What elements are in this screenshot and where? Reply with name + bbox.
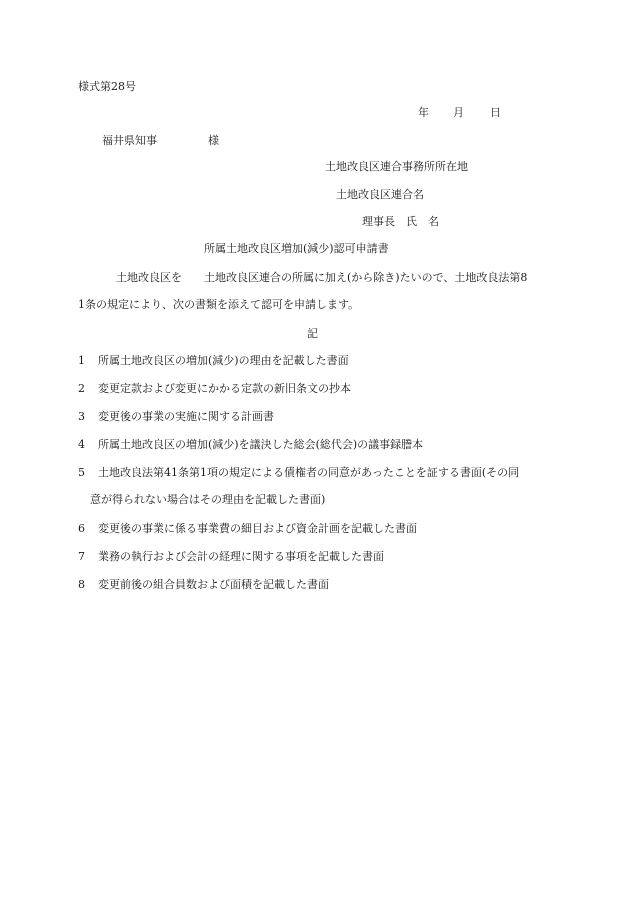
list-item-text: 変更前後の組合員数および面積を記載した書面 xyxy=(98,578,329,591)
list-item-text: 変更後の事業に係る事業費の細目および資金計画を記載した書面 xyxy=(98,522,417,535)
list-item-num: 2 xyxy=(78,382,85,395)
addressee-name: 福井県知事 xyxy=(102,134,157,147)
list-item-text: 変更後の事業の実施に関する計画書 xyxy=(98,410,274,423)
list-item-num: 5 xyxy=(78,466,85,479)
list-item-num: 7 xyxy=(78,550,85,563)
list-item-num: 1 xyxy=(78,354,85,367)
date-line xyxy=(418,106,501,120)
list-item-text: 変更定款および変更にかかる定款の新旧条文の抄本 xyxy=(98,382,351,395)
list-item-text: 所属土地改良区の増加(減少)の理由を記載した書面 xyxy=(98,354,349,367)
body-line-1: 土地改良区を 土地改良区連合の所属に加え(から除き)たいので、土地改良法第8 xyxy=(116,271,528,284)
applicant-address-label: 土地改良区連合事務所所在地 xyxy=(325,160,468,173)
applicant-name-label: 土地改良区連合名 xyxy=(336,188,424,201)
list-item-num: 6 xyxy=(78,522,85,535)
form-number: 様式第28号 xyxy=(78,80,136,93)
list-item-num: 8 xyxy=(78,578,85,591)
body-line-2: 1条の規定により、次の書類を添えて認可を申請します。 xyxy=(78,298,360,311)
list-item-continuation: 意が得られない場合はその理由を記載した書面) xyxy=(90,493,326,506)
applicant-representative-label: 理事長 氏 名 xyxy=(362,215,439,228)
ki-heading: 記 xyxy=(307,327,318,340)
document-title: 所属土地改良区増加(減少)認可申請書 xyxy=(204,242,389,255)
date-year: 年 xyxy=(418,106,429,119)
date-day: 日 xyxy=(490,106,501,119)
date-month: 月 xyxy=(453,106,464,119)
list-item-text: 業務の執行および会計の経理に関する事項を記載した書面 xyxy=(98,550,384,563)
list-item-text: 土地改良法第41条第1項の規定による債権者の同意があったことを証する書面(その同 xyxy=(98,466,520,479)
list-item-num: 3 xyxy=(78,410,85,423)
addressee-honorific: 様 xyxy=(208,134,219,147)
list-item-text: 所属土地改良区の増加(減少)を議決した総会(総代会)の議事録謄本 xyxy=(98,438,424,451)
list-item-num: 4 xyxy=(78,438,85,451)
